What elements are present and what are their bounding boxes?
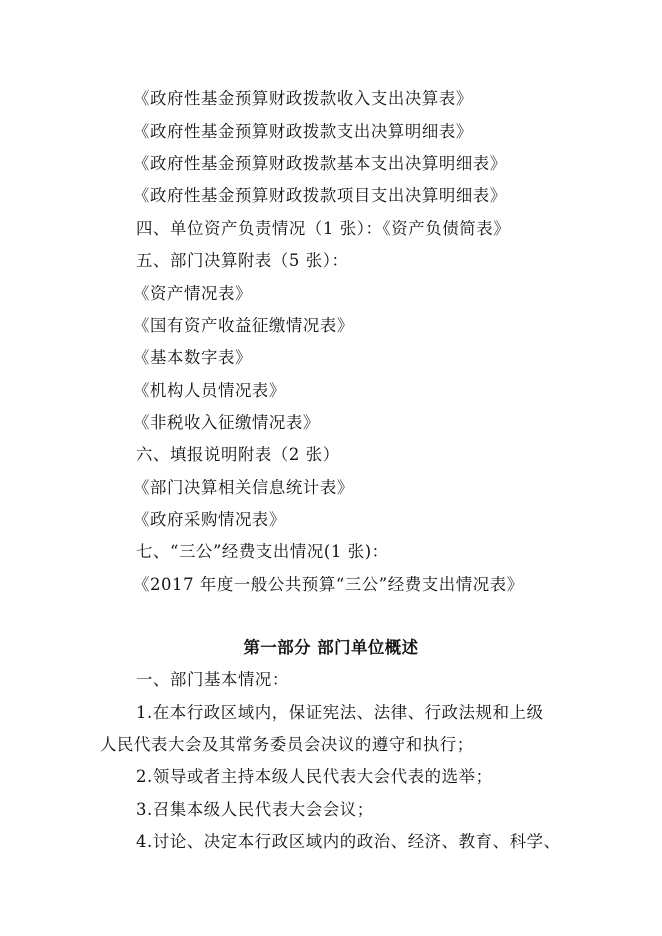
text-line: 《基本数字表》 xyxy=(133,348,252,367)
text-line: 《政府性基金预算财政拨款项目支出决算明细表》 xyxy=(133,186,507,205)
text-line: 《2017 年度一般公共预算“三公”经费支出情况表》 xyxy=(133,575,524,594)
text-line: 2.领导或者主持本级人民代表大会代表的选举； xyxy=(136,767,493,786)
section-heading: 第一部分 部门单位概述 xyxy=(243,638,419,657)
text-line: 《政府性基金预算财政拨款基本支出决算明细表》 xyxy=(133,154,507,173)
text-line: 4.讨论、决定本行政区域内的政治、经济、教育、科学、 xyxy=(136,832,561,851)
text-line: 《国有资产收益征缴情况表》 xyxy=(133,316,354,335)
text-line: 3.召集本级人民代表大会会议； xyxy=(136,800,374,819)
text-line: 《政府性基金预算财政拨款收入支出决算表》 xyxy=(133,89,473,108)
text-line: 六、填报说明附表（2 张） xyxy=(136,445,340,464)
text-line: 《资产情况表》 xyxy=(133,284,252,303)
text-line: 《机构人员情况表》 xyxy=(133,381,286,400)
text-line: 四、单位资产负责情况（1 张）：《资产负债简表》 xyxy=(136,219,511,238)
text-line: 一、部门基本情况： xyxy=(136,670,289,689)
text-line: 人民代表大会及其常务委员会决议的遵守和执行； xyxy=(100,735,474,754)
text-line: 《政府采购情况表》 xyxy=(133,510,286,529)
text-line: 《政府性基金预算财政拨款支出决算明细表》 xyxy=(133,122,473,141)
text-line: 七、“三公”经费支出情况(1 张)： xyxy=(136,542,389,561)
text-line: 1.在本行政区域内，保证宪法、法律、行政法规和上级 xyxy=(136,703,544,722)
text-line: 五、部门决算附表（5 张）： xyxy=(136,251,349,270)
text-line: 《部门决算相关信息统计表》 xyxy=(133,478,354,497)
text-line: 《非税收入征缴情况表》 xyxy=(133,413,320,432)
